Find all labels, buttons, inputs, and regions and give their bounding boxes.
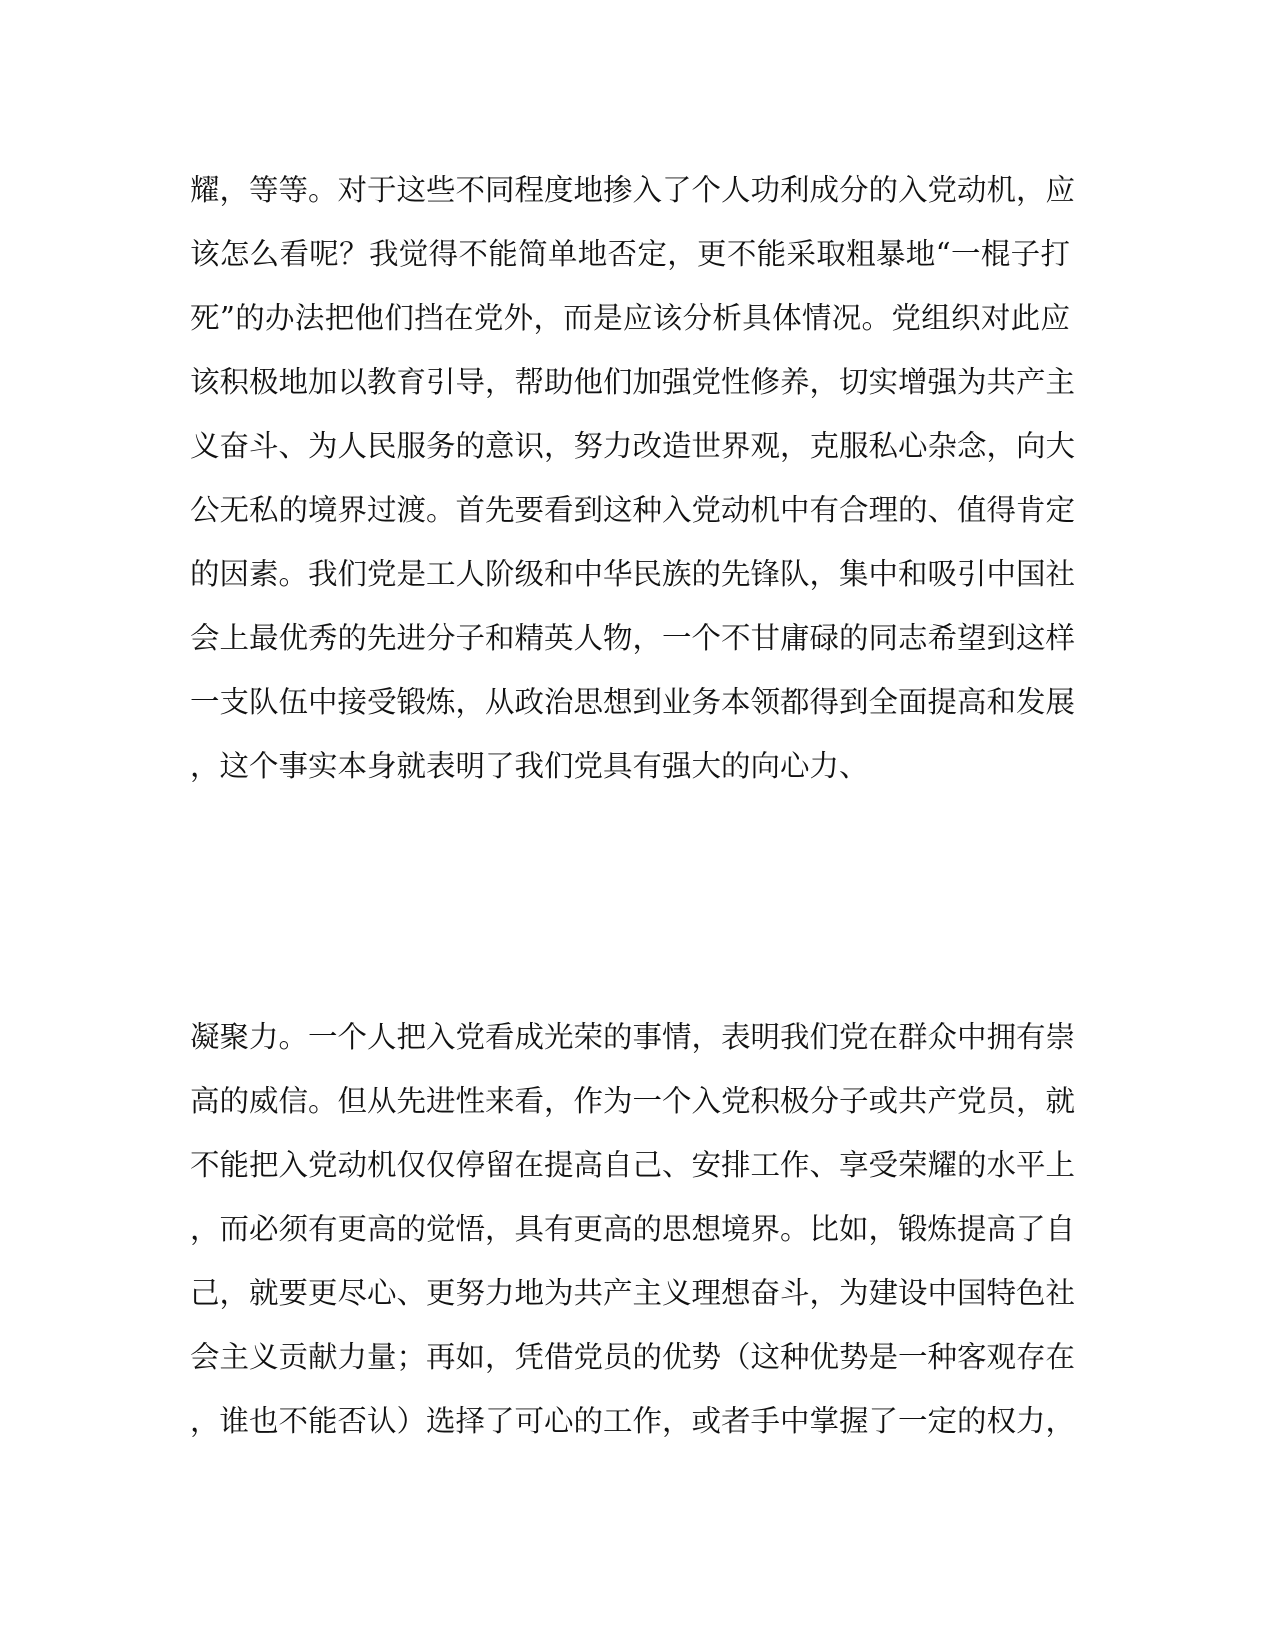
paragraph-2 bbox=[190, 1005, 1076, 1453]
text-line: 高的威信。但从先进性来看，作为一个入党积极分子或共产党员，就 bbox=[190, 1084, 1076, 1118]
text-line: 会上最优秀的先进分子和精英人物，一个不甘庸碌的同志希望到这样 bbox=[190, 621, 1076, 655]
text-line: 该怎么看呢？我觉得不能简单地否定，更不能采取粗暴地“一棍子打 bbox=[190, 237, 1070, 271]
text-line: ，而必须有更高的觉悟，具有更高的思想境界。比如，锻炼提高了自 bbox=[190, 1212, 1076, 1246]
text-line: 该积极地加以教育引导，帮助他们加强党性修养，切实增强为共产主 bbox=[190, 365, 1076, 399]
text-line: 耀，等等。对于这些不同程度地掺入了个人功利成分的入党动机，应 bbox=[190, 173, 1076, 207]
text-line: 不能把入党动机仅仅停留在提高自己、安排工作、享受荣耀的水平上 bbox=[190, 1148, 1076, 1182]
text-line: 公无私的境界过渡。首先要看到这种入党动机中有合理的、值得肯定 bbox=[190, 493, 1076, 527]
text-line: 凝聚力。一个人把入党看成光荣的事情，表明我们党在群众中拥有崇 bbox=[190, 1020, 1076, 1054]
text-line: 义奋斗、为人民服务的意识，努力改造世界观，克服私心杂念，向大 bbox=[190, 429, 1076, 463]
paragraph-1 bbox=[190, 158, 1076, 798]
text-line: ，谁也不能否认）选择了可心的工作，或者手中掌握了一定的权力， bbox=[190, 1404, 1076, 1438]
text-line: 的因素。我们党是工人阶级和中华民族的先锋队，集中和吸引中国社 bbox=[190, 557, 1076, 591]
text-line: ，这个事实本身就表明了我们党具有强大的向心力、 bbox=[190, 749, 869, 783]
text-line: 一支队伍中接受锻炼，从政治思想到业务本领都得到全面提高和发展 bbox=[190, 685, 1076, 719]
text-line: 会主义贡献力量；再如，凭借党员的优势（这种优势是一种客观存在 bbox=[190, 1340, 1076, 1374]
text-line: 死”的办法把他们挡在党外，而是应该分析具体情况。党组织对此应 bbox=[190, 301, 1070, 335]
text-line: 己，就要更尽心、更努力地为共产主义理想奋斗，为建设中国特色社 bbox=[190, 1276, 1076, 1310]
